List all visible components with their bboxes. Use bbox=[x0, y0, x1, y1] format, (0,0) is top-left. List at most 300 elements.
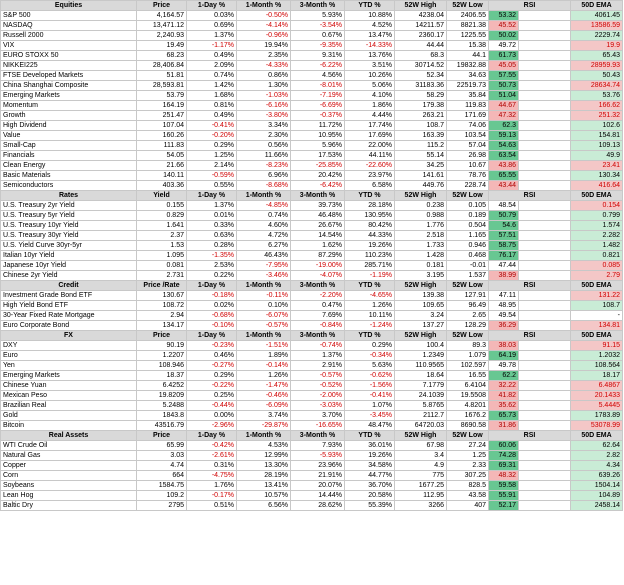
cell-ema50: 1783.89 bbox=[571, 411, 623, 421]
cell-ytd: -1.56% bbox=[345, 381, 395, 391]
instrument-name: High Yield Bond ETF bbox=[1, 301, 137, 311]
table-row bbox=[1, 301, 623, 311]
cell-price: 65.99 bbox=[137, 441, 187, 451]
cell-ema50: 20.1433 bbox=[571, 391, 623, 401]
rsi-chart-cell bbox=[519, 411, 571, 421]
cell-ytd: 10.88% bbox=[345, 11, 395, 21]
cell-hi: 3.4 bbox=[395, 451, 447, 461]
cell-rsi: 69.31 bbox=[489, 461, 519, 471]
table-row bbox=[1, 501, 623, 511]
cell-d1: 0.63% bbox=[187, 231, 237, 241]
cell-m3: 0.47% bbox=[291, 301, 345, 311]
column-header: 50D EMA bbox=[571, 281, 623, 291]
cell-rsi: 60.06 bbox=[489, 441, 519, 451]
section-header bbox=[1, 1, 623, 11]
cell-price: 2795 bbox=[137, 501, 187, 511]
cell-rsi: 38.99 bbox=[489, 271, 519, 281]
cell-m1: 28.19% bbox=[237, 471, 291, 481]
column-header: RSI bbox=[489, 431, 571, 441]
cell-ema50: 1504.14 bbox=[571, 481, 623, 491]
rsi-chart-cell bbox=[519, 341, 571, 351]
cell-price: 90.19 bbox=[137, 341, 187, 351]
cell-d1: 0.46% bbox=[187, 351, 237, 361]
cell-price: 51.81 bbox=[137, 71, 187, 81]
cell-price: 2.94 bbox=[137, 311, 187, 321]
cell-rsi: 62.2 bbox=[489, 371, 519, 381]
cell-price: 68.23 bbox=[137, 51, 187, 61]
cell-ema50: 65.43 bbox=[571, 51, 623, 61]
cell-price: 107.04 bbox=[137, 121, 187, 131]
column-header-price: Price bbox=[137, 331, 187, 341]
cell-d1: -0.20% bbox=[187, 131, 237, 141]
cell-hi: 30714.52 bbox=[395, 61, 447, 71]
cell-rsi: 57.55 bbox=[489, 71, 519, 81]
instrument-name: Momentum bbox=[1, 101, 137, 111]
cell-price: 2.37 bbox=[137, 231, 187, 241]
cell-lo: 1225.55 bbox=[447, 31, 489, 41]
cell-price: 111.83 bbox=[137, 141, 187, 151]
rsi-chart-cell bbox=[519, 131, 571, 141]
cell-ema50: 4.34 bbox=[571, 461, 623, 471]
column-header-price: Price /Rate bbox=[137, 281, 187, 291]
cell-m3: 1.37% bbox=[291, 351, 345, 361]
table-row bbox=[1, 161, 623, 171]
cell-m1: 3.34% bbox=[237, 121, 291, 131]
cell-price: 1584.75 bbox=[137, 481, 187, 491]
cell-lo: 10.67 bbox=[447, 161, 489, 171]
cell-ema50: 2.282 bbox=[571, 231, 623, 241]
table-row bbox=[1, 441, 623, 451]
cell-d1: -0.27% bbox=[187, 361, 237, 371]
cell-m3: 17.53% bbox=[291, 151, 345, 161]
cell-d1: -0.17% bbox=[187, 491, 237, 501]
cell-d1: 0.22% bbox=[187, 271, 237, 281]
cell-hi: 1.428 bbox=[395, 251, 447, 261]
cell-lo: 57.04 bbox=[447, 141, 489, 151]
cell-hi: 7.1779 bbox=[395, 381, 447, 391]
cell-ytd: 17.74% bbox=[345, 121, 395, 131]
cell-ytd: 19.26% bbox=[345, 451, 395, 461]
cell-rsi: 48.95 bbox=[489, 301, 519, 311]
cell-price: 164.19 bbox=[137, 101, 187, 111]
cell-m3: 0.67% bbox=[291, 31, 345, 41]
instrument-name: Small-Cap bbox=[1, 141, 137, 151]
rsi-chart-cell bbox=[519, 11, 571, 21]
cell-price: 6.4252 bbox=[137, 381, 187, 391]
cell-hi: 163.39 bbox=[395, 131, 447, 141]
rsi-chart-cell bbox=[519, 351, 571, 361]
cell-ytd: 3.51% bbox=[345, 61, 395, 71]
table-row bbox=[1, 181, 623, 191]
rsi-chart-cell bbox=[519, 71, 571, 81]
rsi-chart-cell bbox=[519, 251, 571, 261]
table-row bbox=[1, 131, 623, 141]
cell-hi: 1.733 bbox=[395, 241, 447, 251]
rsi-chart-cell bbox=[519, 231, 571, 241]
rsi-chart-cell bbox=[519, 481, 571, 491]
rsi-chart-cell bbox=[519, 291, 571, 301]
table-row bbox=[1, 271, 623, 281]
cell-hi: 449.76 bbox=[395, 181, 447, 191]
cell-m3: -2.00% bbox=[291, 391, 345, 401]
column-header: 52W High bbox=[395, 331, 447, 341]
cell-m3: -2.20% bbox=[291, 291, 345, 301]
column-header: 1-Month % bbox=[237, 331, 291, 341]
cell-ytd: 0.29% bbox=[345, 341, 395, 351]
table-row bbox=[1, 471, 623, 481]
cell-ytd: 44.33% bbox=[345, 231, 395, 241]
cell-lo: 307.25 bbox=[447, 471, 489, 481]
column-header: 1-Day % bbox=[187, 191, 237, 201]
cell-m1: -6.09% bbox=[237, 401, 291, 411]
cell-d1: 1.42% bbox=[187, 81, 237, 91]
column-header: 1-Day % bbox=[187, 431, 237, 441]
cell-ema50: 0.154 bbox=[571, 201, 623, 211]
table-row bbox=[1, 311, 623, 321]
cell-lo: 2.65 bbox=[447, 311, 489, 321]
instrument-name: Chinese 2yr Yield bbox=[1, 271, 137, 281]
table-row bbox=[1, 391, 623, 401]
cell-hi: 64720.03 bbox=[395, 421, 447, 431]
cell-hi: 2360.17 bbox=[395, 31, 447, 41]
cell-m3: 23.96% bbox=[291, 461, 345, 471]
column-header: 3-Month % bbox=[291, 1, 345, 11]
cell-ytd: 10.26% bbox=[345, 71, 395, 81]
cell-m1: -0.46% bbox=[237, 391, 291, 401]
cell-d1: 0.00% bbox=[187, 411, 237, 421]
cell-m3: 11.72% bbox=[291, 121, 345, 131]
cell-m3: 2.91% bbox=[291, 361, 345, 371]
rsi-chart-cell bbox=[519, 81, 571, 91]
cell-ema50: 53078.99 bbox=[571, 421, 623, 431]
cell-ytd: 4.10% bbox=[345, 91, 395, 101]
cell-hi: 3.24 bbox=[395, 311, 447, 321]
column-header: YTD % bbox=[345, 281, 395, 291]
cell-lo: 828.5 bbox=[447, 481, 489, 491]
rsi-chart-cell bbox=[519, 91, 571, 101]
cell-m1: 2.30% bbox=[237, 131, 291, 141]
cell-m3: 9.31% bbox=[291, 51, 345, 61]
cell-rsi: 55.91 bbox=[489, 491, 519, 501]
cell-hi: 24.1039 bbox=[395, 391, 447, 401]
cell-lo: 0.946 bbox=[447, 241, 489, 251]
cell-m3: 46.48% bbox=[291, 211, 345, 221]
cell-ytd: 80.42% bbox=[345, 221, 395, 231]
cell-rsi: 43.44 bbox=[489, 181, 519, 191]
cell-lo: 171.69 bbox=[447, 111, 489, 121]
cell-ytd: -3.45% bbox=[345, 411, 395, 421]
section-title: Credit bbox=[1, 281, 137, 291]
cell-rsi: 52.17 bbox=[489, 501, 519, 511]
instrument-name: Clean Energy bbox=[1, 161, 137, 171]
cell-price: 403.36 bbox=[137, 181, 187, 191]
rsi-chart-cell bbox=[519, 101, 571, 111]
instrument-name: Emerging Markets bbox=[1, 91, 137, 101]
instrument-name: 30-Year Fixed Rate Mortgage bbox=[1, 311, 137, 321]
cell-m3: -7.19% bbox=[291, 91, 345, 101]
cell-hi: 108.7 bbox=[395, 121, 447, 131]
instrument-name: Emerging Markets bbox=[1, 371, 137, 381]
rsi-chart-cell bbox=[519, 141, 571, 151]
cell-lo: 96.49 bbox=[447, 301, 489, 311]
cell-m3: -8.01% bbox=[291, 81, 345, 91]
instrument-name: NASDAQ bbox=[1, 21, 137, 31]
column-header: YTD % bbox=[345, 431, 395, 441]
cell-rsi: 57.51 bbox=[489, 231, 519, 241]
cell-ytd: 28.18% bbox=[345, 201, 395, 211]
cell-rsi: 48.32 bbox=[489, 471, 519, 481]
cell-price: 108.72 bbox=[137, 301, 187, 311]
cell-d1: -1.17% bbox=[187, 41, 237, 51]
table-row bbox=[1, 11, 623, 21]
cell-lo: 16.55 bbox=[447, 371, 489, 381]
column-header: 52W Low bbox=[447, 331, 489, 341]
cell-m1: -6.07% bbox=[237, 311, 291, 321]
cell-hi: 110.9565 bbox=[395, 361, 447, 371]
cell-price: 130.67 bbox=[137, 291, 187, 301]
column-header: 52W Low bbox=[447, 431, 489, 441]
cell-d1: 0.81% bbox=[187, 101, 237, 111]
cell-lo: 35.84 bbox=[447, 91, 489, 101]
cell-m3: -3.03% bbox=[291, 401, 345, 411]
cell-hi: 44.44 bbox=[395, 41, 447, 51]
cell-rsi: 54.63 bbox=[489, 141, 519, 151]
cell-lo: 19.5508 bbox=[447, 391, 489, 401]
cell-hi: 5.8765 bbox=[395, 401, 447, 411]
instrument-name: Natural Gas bbox=[1, 451, 137, 461]
instrument-name: Soybeans bbox=[1, 481, 137, 491]
cell-ema50: 50.43 bbox=[571, 71, 623, 81]
cell-rsi: 63.54 bbox=[489, 151, 519, 161]
rsi-chart-cell bbox=[519, 161, 571, 171]
cell-hi: 775 bbox=[395, 471, 447, 481]
column-header: 1-Day % bbox=[187, 331, 237, 341]
table-row bbox=[1, 371, 623, 381]
cell-m1: -4.85% bbox=[237, 201, 291, 211]
cell-m1: 13.41% bbox=[237, 481, 291, 491]
rsi-chart-cell bbox=[519, 361, 571, 371]
cell-ytd: 1.86% bbox=[345, 101, 395, 111]
cell-d1: -0.44% bbox=[187, 401, 237, 411]
cell-m1: 0.10% bbox=[237, 301, 291, 311]
cell-m1: 1.26% bbox=[237, 371, 291, 381]
cell-m1: -0.57% bbox=[237, 321, 291, 331]
rsi-chart-cell bbox=[519, 31, 571, 41]
cell-m1: -3.46% bbox=[237, 271, 291, 281]
cell-lo: 1676.2 bbox=[447, 411, 489, 421]
section-header bbox=[1, 431, 623, 441]
cell-ema50: 19.9 bbox=[571, 41, 623, 51]
cell-d1: -2.96% bbox=[187, 421, 237, 431]
cell-d1: -0.68% bbox=[187, 311, 237, 321]
cell-lo: 0.189 bbox=[447, 211, 489, 221]
cell-d1: -0.42% bbox=[187, 441, 237, 451]
cell-m3: 20.07% bbox=[291, 481, 345, 491]
cell-price: 19.8209 bbox=[137, 391, 187, 401]
cell-m1: -8.68% bbox=[237, 181, 291, 191]
cell-m3: -4.07% bbox=[291, 271, 345, 281]
cell-ema50: 0.085 bbox=[571, 261, 623, 271]
cell-hi: 34.25 bbox=[395, 161, 447, 171]
cell-ema50: 23.41 bbox=[571, 161, 623, 171]
section-title: Real Assets bbox=[1, 431, 137, 441]
cell-m3: 14.54% bbox=[291, 231, 345, 241]
rsi-chart-cell bbox=[519, 221, 571, 231]
rsi-chart-cell bbox=[519, 201, 571, 211]
table-row bbox=[1, 41, 623, 51]
cell-price: 2.731 bbox=[137, 271, 187, 281]
rsi-chart-cell bbox=[519, 301, 571, 311]
cell-lo: 127.91 bbox=[447, 291, 489, 301]
cell-rsi: 49.78 bbox=[489, 361, 519, 371]
cell-rsi: 35.62 bbox=[489, 401, 519, 411]
cell-rsi: 64.19 bbox=[489, 351, 519, 361]
instrument-name: Copper bbox=[1, 461, 137, 471]
cell-rsi: 61.73 bbox=[489, 51, 519, 61]
table-row bbox=[1, 401, 623, 411]
cell-price: 3.03 bbox=[137, 451, 187, 461]
table-row bbox=[1, 51, 623, 61]
cell-d1: 0.55% bbox=[187, 181, 237, 191]
instrument-name: U.S. Treasury 2yr Yield bbox=[1, 201, 137, 211]
cell-m3: -16.65% bbox=[291, 421, 345, 431]
cell-ema50: 639.26 bbox=[571, 471, 623, 481]
cell-m3: -5.93% bbox=[291, 451, 345, 461]
cell-ema50: 0.821 bbox=[571, 251, 623, 261]
cell-price: 5.2488 bbox=[137, 401, 187, 411]
instrument-name: Italian 10yr Yield bbox=[1, 251, 137, 261]
cell-price: 1.53 bbox=[137, 241, 187, 251]
cell-lo: 0.105 bbox=[447, 201, 489, 211]
cell-m3: -6.42% bbox=[291, 181, 345, 191]
cell-price: 53.79 bbox=[137, 91, 187, 101]
column-header: 52W High bbox=[395, 431, 447, 441]
cell-m3: 5.96% bbox=[291, 141, 345, 151]
cell-lo: 102.597 bbox=[447, 361, 489, 371]
cell-d1: 2.14% bbox=[187, 161, 237, 171]
cell-m1: -1.51% bbox=[237, 341, 291, 351]
cell-hi: 4238.04 bbox=[395, 11, 447, 21]
table-row bbox=[1, 151, 623, 161]
table-row bbox=[1, 211, 623, 221]
rsi-chart-cell bbox=[519, 321, 571, 331]
instrument-name: Value bbox=[1, 131, 137, 141]
cell-price: 109.2 bbox=[137, 491, 187, 501]
cell-m3: 26.67% bbox=[291, 221, 345, 231]
table-row bbox=[1, 461, 623, 471]
cell-ema50: 53.76 bbox=[571, 91, 623, 101]
instrument-name: Baltic Dry bbox=[1, 501, 137, 511]
cell-m1: 4.72% bbox=[237, 231, 291, 241]
cell-hi: 112.95 bbox=[395, 491, 447, 501]
cell-price: 0.081 bbox=[137, 261, 187, 271]
table-row bbox=[1, 341, 623, 351]
cell-ema50: 154.81 bbox=[571, 131, 623, 141]
cell-m1: 10.57% bbox=[237, 491, 291, 501]
cell-d1: 0.49% bbox=[187, 111, 237, 121]
cell-hi: 2112.7 bbox=[395, 411, 447, 421]
column-header: 1-Month % bbox=[237, 191, 291, 201]
instrument-name: FTSE Developed Markets bbox=[1, 71, 137, 81]
cell-m3: -6.22% bbox=[291, 61, 345, 71]
cell-lo: 119.83 bbox=[447, 101, 489, 111]
cell-d1: 1.37% bbox=[187, 31, 237, 41]
cell-ytd: 13.76% bbox=[345, 51, 395, 61]
cell-lo: 78.76 bbox=[447, 171, 489, 181]
cell-m3: -25.85% bbox=[291, 161, 345, 171]
cell-ema50: 130.34 bbox=[571, 171, 623, 181]
rsi-chart-cell bbox=[519, 181, 571, 191]
instrument-name: Bitcoin bbox=[1, 421, 137, 431]
cell-ema50: 13586.59 bbox=[571, 21, 623, 31]
column-header: 1-Month % bbox=[237, 431, 291, 441]
cell-ytd: 6.58% bbox=[345, 181, 395, 191]
cell-ytd: 5.06% bbox=[345, 81, 395, 91]
cell-hi: 0.988 bbox=[395, 211, 447, 221]
cell-price: 664 bbox=[137, 471, 187, 481]
table-row bbox=[1, 141, 623, 151]
column-header: YTD % bbox=[345, 331, 395, 341]
instrument-name: High Dividend bbox=[1, 121, 137, 131]
rsi-chart-cell bbox=[519, 241, 571, 251]
cell-d1: 0.01% bbox=[187, 211, 237, 221]
cell-rsi: 47.11 bbox=[489, 291, 519, 301]
cell-rsi: 44.67 bbox=[489, 101, 519, 111]
cell-price: 4.74 bbox=[137, 461, 187, 471]
cell-hi: 0.181 bbox=[395, 261, 447, 271]
cell-ema50: 4061.45 bbox=[571, 11, 623, 21]
cell-rsi: 51.04 bbox=[489, 91, 519, 101]
cell-price: 18.37 bbox=[137, 371, 187, 381]
cell-ema50: 108.564 bbox=[571, 361, 623, 371]
cell-ytd: -0.62% bbox=[345, 371, 395, 381]
cell-m1: 1.89% bbox=[237, 351, 291, 361]
cell-price: 1843.8 bbox=[137, 411, 187, 421]
rsi-chart-cell bbox=[519, 391, 571, 401]
cell-rsi: 47.32 bbox=[489, 111, 519, 121]
cell-d1: -0.23% bbox=[187, 341, 237, 351]
cell-m1: 46.43% bbox=[237, 251, 291, 261]
cell-hi: 14211.57 bbox=[395, 21, 447, 31]
cell-d1: 0.29% bbox=[187, 371, 237, 381]
cell-m3: 1.62% bbox=[291, 241, 345, 251]
cell-ytd: -1.19% bbox=[345, 271, 395, 281]
rsi-chart-cell bbox=[519, 451, 571, 461]
instrument-name: Euro Corporate Bond bbox=[1, 321, 137, 331]
cell-ytd: 110.23% bbox=[345, 251, 395, 261]
cell-ytd: 17.69% bbox=[345, 131, 395, 141]
table-row bbox=[1, 201, 623, 211]
cell-d1: 1.76% bbox=[187, 481, 237, 491]
instrument-name: WTI Crude Oil bbox=[1, 441, 137, 451]
rsi-chart-cell bbox=[519, 491, 571, 501]
instrument-name: Lean Hog bbox=[1, 491, 137, 501]
cell-ema50: 134.81 bbox=[571, 321, 623, 331]
cell-hi: 3266 bbox=[395, 501, 447, 511]
cell-d1: 1.37% bbox=[187, 201, 237, 211]
cell-hi: 68.3 bbox=[395, 51, 447, 61]
section-header bbox=[1, 281, 623, 291]
cell-d1: 0.69% bbox=[187, 21, 237, 31]
cell-price: 54.05 bbox=[137, 151, 187, 161]
cell-lo: 1.25 bbox=[447, 451, 489, 461]
cell-m1: 4.53% bbox=[237, 441, 291, 451]
cell-ema50: 2458.14 bbox=[571, 501, 623, 511]
column-header: 50D EMA bbox=[571, 431, 623, 441]
table-row bbox=[1, 71, 623, 81]
cell-ema50: 1.2032 bbox=[571, 351, 623, 361]
cell-d1: -0.59% bbox=[187, 171, 237, 181]
